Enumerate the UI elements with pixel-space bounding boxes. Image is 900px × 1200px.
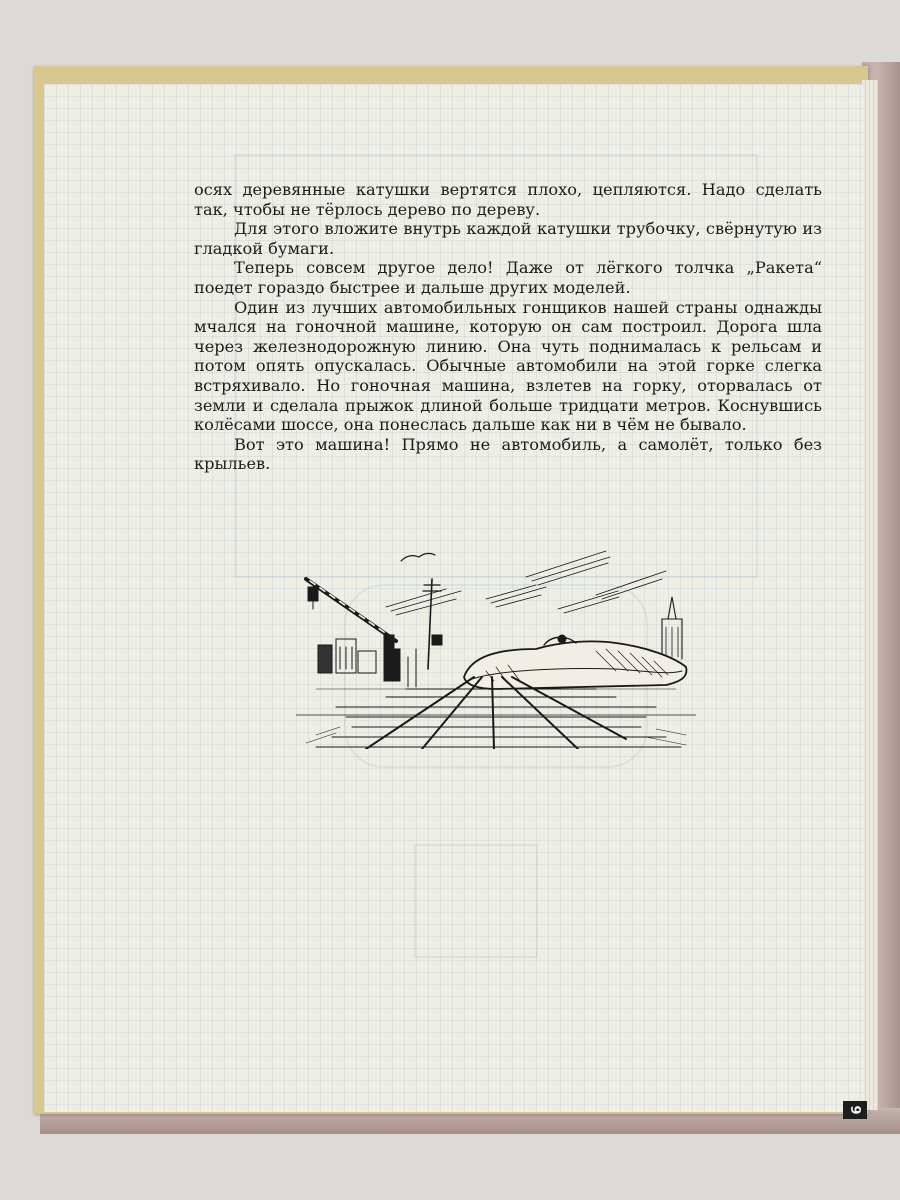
paragraph: Теперь совсем другое дело! Даже от лёгкого толчка „Ракета“ поедет гораздо быстрее и дальше других моделей. [194,258,822,297]
paragraph: Вот это машина! Прямо не автомобиль, а самолёт, только без крыльев. [194,434,822,474]
page-stack [862,80,878,1110]
paragraph: осях деревянные катушки вертятся плохо, цепляются. Надо сделать так, чтобы не тёрлось дерево по дереву. [194,180,822,219]
book-page [44,84,864,1112]
paragraph: Один из лучших автомобильных гонщиков нашей страны однажды мчался на гоночной машине, которую он сам построил. Дорога шла через железнодорожную линию. Она чуть поднималась к рельсам и потом опять опускалась. Обычные автомобили на этой горке слегка встряхивало. Но гоночная машина, взлетев на горку, оторвалась от земли и сделала прыжок длиной больше тридцати метров. Коснувшись колёсами шоссе, она понеслась дальше как ни в чём не бывало. [194,297,822,435]
page-number-tab: 9 [843,1101,867,1119]
railway-crossing-illustration [296,539,696,749]
page-text [194,180,822,474]
show-through-shape [414,844,538,958]
paragraph: Для этого вложите внутрь каждой катушки трубочку, свёрнутую из гладкой бумаги. [194,219,822,258]
